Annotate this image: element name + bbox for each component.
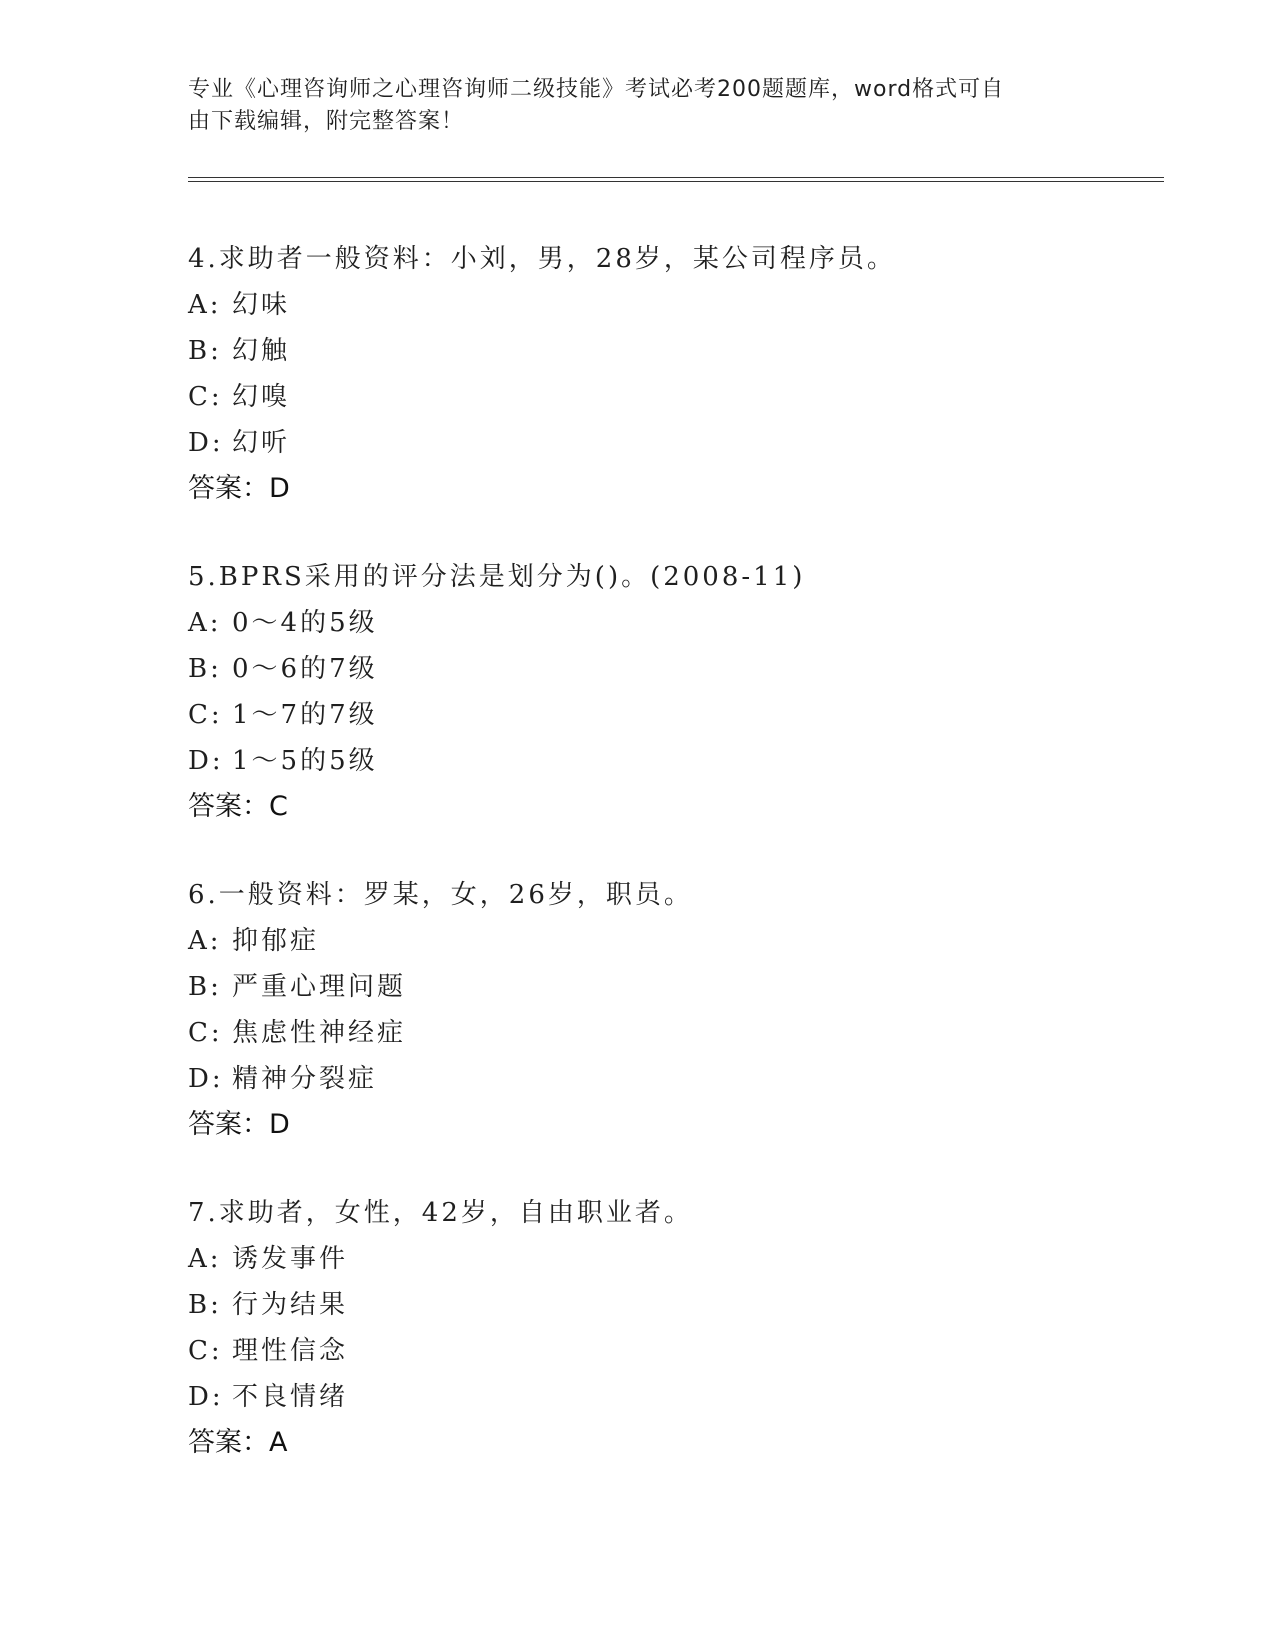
header-divider [188,177,1164,182]
option-a [188,600,1148,646]
option-c [188,1328,1148,1374]
option-text: 1～5的5级 [232,746,378,776]
option-text: 0～4的5级 [232,608,378,638]
option-text: 抑郁症 [232,926,320,956]
question-item [188,872,1148,1148]
option-a [188,1236,1148,1282]
option-letter: C: [188,700,223,730]
option-b [188,646,1148,692]
question-stem: 6.一般资料：罗某，女，26岁，职员。 [188,880,693,910]
option-text: 幻味 [232,290,291,320]
option-b [188,1282,1148,1328]
option-a [188,282,1148,328]
answer-line: 答案：D [188,473,290,504]
option-text: 焦虑性神经症 [232,1018,407,1048]
question-item [188,236,1148,512]
option-letter: B: [188,972,222,1002]
option-d [188,420,1148,466]
option-text: 诱发事件 [232,1244,349,1274]
option-text: 幻嗅 [232,382,291,412]
option-letter: A: [188,290,222,320]
question-item [188,1190,1148,1466]
option-letter: B: [188,654,222,684]
option-letter: D: [188,428,224,458]
option-letter: D: [188,1064,224,1094]
option-c [188,692,1148,738]
option-letter: C: [188,1018,223,1048]
option-text: 不良情绪 [232,1382,349,1412]
option-letter: B: [188,1290,222,1320]
option-b [188,964,1148,1010]
option-letter: A: [188,608,222,638]
option-letter: D: [188,1382,224,1412]
option-text: 1～7的7级 [232,700,378,730]
option-text: 幻触 [232,336,291,366]
option-text: 行为结果 [232,1290,349,1320]
option-letter: A: [188,926,222,956]
option-letter: A: [188,1244,222,1274]
header-line-1: 专业《心理咨询师之心理咨询师二级技能》考试必考200题题库，word格式可自 [188,77,1005,102]
question-stem: 5.BPRS采用的评分法是划分为()。(2008-11) [188,562,806,592]
option-d [188,1056,1148,1102]
question-item [188,554,1148,830]
question-stem: 7.求助者，女性，42岁，自由职业者。 [188,1198,693,1228]
question-stem: 4.求助者一般资料：小刘，男，28岁，某公司程序员。 [188,244,896,274]
option-d [188,1374,1148,1420]
option-letter: C: [188,382,223,412]
option-letter: C: [188,1336,223,1366]
option-a [188,918,1148,964]
option-c [188,1010,1148,1056]
answer-line: 答案：D [188,1109,290,1140]
question-list [188,236,1148,1508]
option-letter: B: [188,336,222,366]
option-c [188,374,1148,420]
header-line-2: 由下载编辑，附完整答案！ [188,109,465,134]
answer-line: 答案：A [188,1427,288,1458]
option-text: 精神分裂症 [232,1064,378,1094]
option-b [188,328,1148,374]
option-text: 严重心理问题 [232,972,407,1002]
answer-line: 答案：C [188,791,288,822]
option-text: 理性信念 [232,1336,349,1366]
option-letter: D: [188,746,224,776]
option-text: 幻听 [232,428,291,458]
option-d [188,738,1148,784]
document-header [188,74,1068,138]
option-text: 0～6的7级 [232,654,378,684]
